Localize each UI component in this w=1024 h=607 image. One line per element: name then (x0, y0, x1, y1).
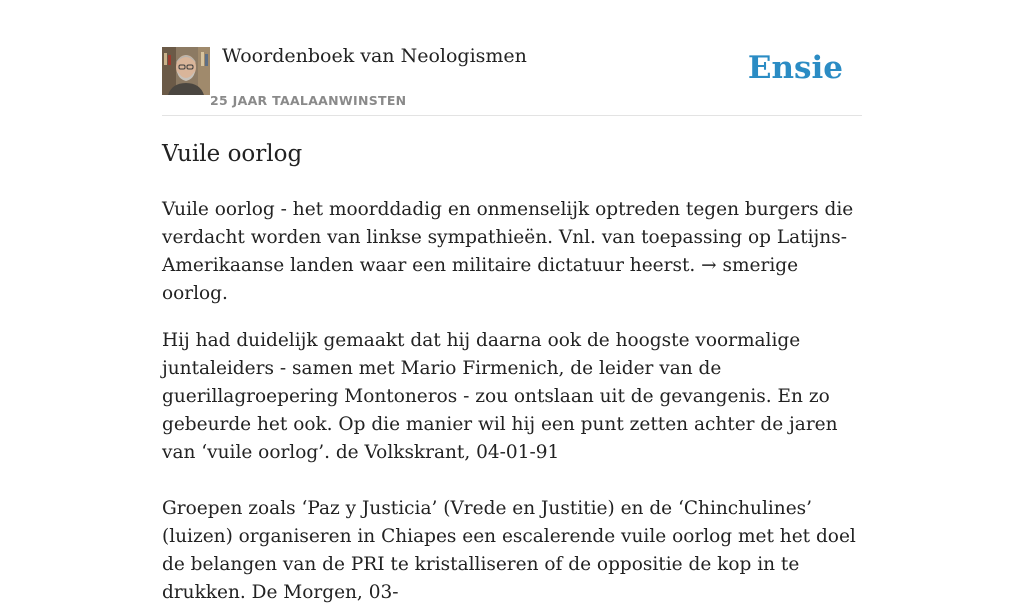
ensie-logo-link[interactable]: Ensie (747, 50, 843, 86)
entry-quote: Hij had duidelijk gemaakt dat hij daarna ook de hoogste voormalige juntaleiders - samen met Mario Firmenich, de leider van de guerillagroepering Montoneros - zou ontslaan uit de gevangenis. En zo gebeurde het ook. Op die manier wil hij een punt zetten achter de jaren van ‘vuile oorlog’. de Volkskrant, 04-01-91 (162, 330, 838, 463)
quote-spacer (162, 467, 862, 495)
entry-content (162, 138, 862, 607)
book-subtitle: 25 JAAR TAALAANWINSTEN (210, 93, 407, 108)
entry-quote: Groepen zoals ‘Paz y Justicia’ (Vrede en Justitie) en de ‘Chinchulines’ (luizen) organiseren in Chiapes een escalerende vuile oorlog met het doel de belangen van de PRI te kristalliseren of de oppositie de kop in te drukken. De Morgen, 03- (162, 498, 856, 603)
entry-title: Vuile oorlog (162, 141, 303, 167)
author-portrait-icon (162, 47, 210, 95)
book-title[interactable]: Woordenboek van Neologismen (222, 45, 527, 67)
site-header (162, 40, 862, 116)
author-avatar[interactable] (162, 47, 210, 95)
entry-definition: Vuile oorlog - het moorddadig en onmenselijk optreden tegen burgers die verdacht worden van linkse sympathieën. Vnl. van toepassing op Latijns-Amerikaanse landen waar een militaire dictatuur heerst. → smerige oorlog. (162, 199, 854, 304)
